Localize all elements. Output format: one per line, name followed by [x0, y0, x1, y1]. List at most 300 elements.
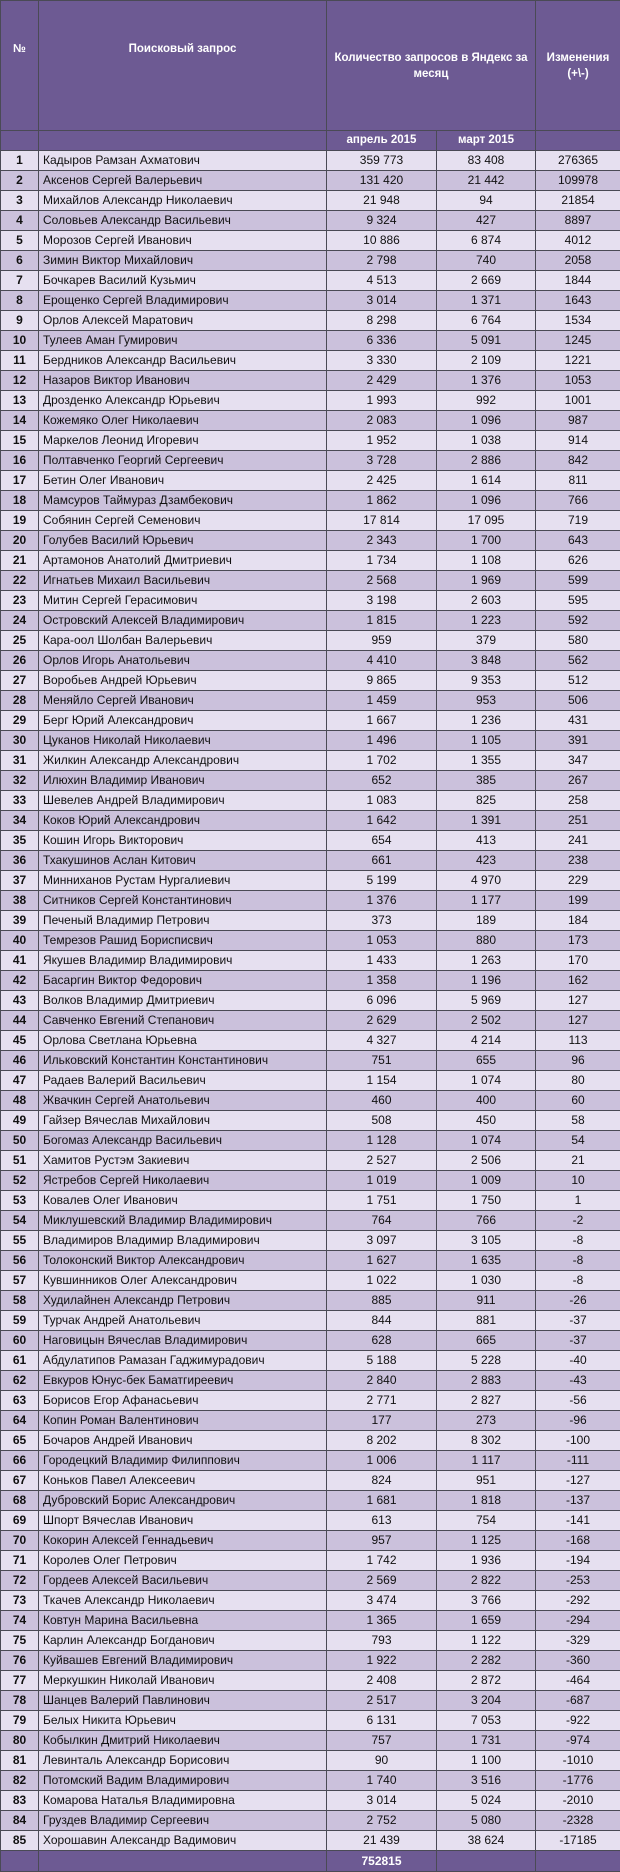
row-march: 1 936 — [437, 1551, 536, 1571]
row-change: -464 — [536, 1671, 620, 1691]
row-number: 76 — [1, 1651, 39, 1671]
table-row — [1, 1131, 620, 1151]
row-march: 953 — [437, 691, 536, 711]
row-query: Орлов Игорь Анатольевич — [39, 651, 327, 671]
row-march: 400 — [437, 1091, 536, 1111]
row-number: 35 — [1, 831, 39, 851]
row-number: 8 — [1, 291, 39, 311]
row-query: Хамитов Рустэм Закиевич — [39, 1151, 327, 1171]
row-april: 1 702 — [327, 751, 437, 771]
row-change: 1001 — [536, 391, 620, 411]
row-april: 6 131 — [327, 1711, 437, 1731]
row-query: Басаргин Виктор Федорович — [39, 971, 327, 991]
row-april: 131 420 — [327, 171, 437, 191]
row-query: Королев Олег Петрович — [39, 1551, 327, 1571]
row-march: 1 122 — [437, 1631, 536, 1651]
row-april: 6 336 — [327, 331, 437, 351]
table-row — [1, 251, 620, 271]
row-change: -37 — [536, 1311, 620, 1331]
row-query: Бочаров Андрей Иванович — [39, 1431, 327, 1451]
row-march: 4 970 — [437, 871, 536, 891]
row-march: 2 827 — [437, 1391, 536, 1411]
table-row — [1, 1091, 620, 1111]
row-april: 373 — [327, 911, 437, 931]
table-row — [1, 551, 620, 571]
row-number: 82 — [1, 1771, 39, 1791]
row-query: Воробьев Андрей Юрьевич — [39, 671, 327, 691]
table-row — [1, 1191, 620, 1211]
row-number: 49 — [1, 1111, 39, 1131]
row-april: 4 410 — [327, 651, 437, 671]
table-row — [1, 231, 620, 251]
row-change: 1534 — [536, 311, 620, 331]
row-query: Островский Алексей Владимирович — [39, 611, 327, 631]
row-change: 512 — [536, 671, 620, 691]
row-change: -253 — [536, 1571, 620, 1591]
row-query: Гайзер Вячеслав Михайлович — [39, 1111, 327, 1131]
row-number: 15 — [1, 431, 39, 451]
row-march: 766 — [437, 1211, 536, 1231]
table-subheader-row — [1, 131, 620, 151]
row-april: 3 474 — [327, 1591, 437, 1611]
row-change: 54 — [536, 1131, 620, 1151]
row-march: 1 376 — [437, 371, 536, 391]
row-april: 1 022 — [327, 1271, 437, 1291]
row-april: 1 376 — [327, 891, 437, 911]
row-number: 71 — [1, 1551, 39, 1571]
row-change: -8 — [536, 1251, 620, 1271]
table-row — [1, 1351, 620, 1371]
table-row — [1, 1391, 620, 1411]
row-query: Дрозденко Александр Юрьевич — [39, 391, 327, 411]
row-change: 914 — [536, 431, 620, 451]
row-change: 241 — [536, 831, 620, 851]
row-change: 173 — [536, 931, 620, 951]
row-query: Морозов Сергей Иванович — [39, 231, 327, 251]
row-change: 109978 — [536, 171, 620, 191]
table-row — [1, 631, 620, 651]
row-query: Борисов Егор Афанасьевич — [39, 1391, 327, 1411]
row-number: 18 — [1, 491, 39, 511]
table-row — [1, 991, 620, 1011]
row-change: 580 — [536, 631, 620, 651]
row-query: Левинталь Александр Борисович — [39, 1751, 327, 1771]
row-change: 21854 — [536, 191, 620, 211]
row-change: -26 — [536, 1291, 620, 1311]
row-query: Карлин Александр Богданович — [39, 1631, 327, 1651]
table-row — [1, 171, 620, 191]
row-number: 39 — [1, 911, 39, 931]
row-march: 1 659 — [437, 1611, 536, 1631]
table-row — [1, 711, 620, 731]
table-row — [1, 811, 620, 831]
row-change: -56 — [536, 1391, 620, 1411]
table-row — [1, 191, 620, 211]
row-change: 184 — [536, 911, 620, 931]
row-change: 1643 — [536, 291, 620, 311]
row-query: Меняйло Сергей Иванович — [39, 691, 327, 711]
row-april: 661 — [327, 851, 437, 871]
total-empty-1 — [1, 1851, 39, 1872]
row-query: Аксенов Сергей Валерьевич — [39, 171, 327, 191]
table-row — [1, 371, 620, 391]
table-row — [1, 1371, 620, 1391]
row-april: 3 014 — [327, 291, 437, 311]
subheader-empty-2 — [39, 131, 327, 151]
row-march: 1 355 — [437, 751, 536, 771]
table-row — [1, 531, 620, 551]
row-number: 9 — [1, 311, 39, 331]
row-march: 1 371 — [437, 291, 536, 311]
row-april: 1 734 — [327, 551, 437, 571]
row-query: Соловьев Александр Васильевич — [39, 211, 327, 231]
row-number: 45 — [1, 1031, 39, 1051]
row-april: 4 327 — [327, 1031, 437, 1051]
row-april: 2 429 — [327, 371, 437, 391]
row-april: 3 014 — [327, 1791, 437, 1811]
row-number: 55 — [1, 1231, 39, 1251]
total-row — [1, 1851, 620, 1872]
row-april: 1 751 — [327, 1191, 437, 1211]
table-row — [1, 731, 620, 751]
row-change: 987 — [536, 411, 620, 431]
table-row — [1, 491, 620, 511]
row-april: 2 425 — [327, 471, 437, 491]
row-query: Печеный Владимир Петрович — [39, 911, 327, 931]
row-march: 1 108 — [437, 551, 536, 571]
row-april: 359 773 — [327, 151, 437, 171]
table-row — [1, 1051, 620, 1071]
row-query: Потомский Вадим Владимирович — [39, 1771, 327, 1791]
row-query: Владимиров Владимир Владимирович — [39, 1231, 327, 1251]
row-change: 592 — [536, 611, 620, 631]
row-change: -360 — [536, 1651, 620, 1671]
row-april: 1 053 — [327, 931, 437, 951]
row-march: 2 282 — [437, 1651, 536, 1671]
row-march: 379 — [437, 631, 536, 651]
table-row — [1, 1691, 620, 1711]
row-april: 2 771 — [327, 1391, 437, 1411]
row-change: 127 — [536, 1011, 620, 1031]
row-number: 19 — [1, 511, 39, 531]
row-change: 80 — [536, 1071, 620, 1091]
row-april: 2 408 — [327, 1671, 437, 1691]
table-row — [1, 1031, 620, 1051]
table-row — [1, 1771, 620, 1791]
row-query: Ковтун Марина Васильевна — [39, 1611, 327, 1631]
row-query: Кувшинников Олег Александрович — [39, 1271, 327, 1291]
row-march: 3 766 — [437, 1591, 536, 1611]
row-number: 78 — [1, 1691, 39, 1711]
row-number: 1 — [1, 151, 39, 171]
row-april: 1 128 — [327, 1131, 437, 1151]
row-query: Кадыров Рамзан Ахматович — [39, 151, 327, 171]
row-march: 450 — [437, 1111, 536, 1131]
row-number: 57 — [1, 1271, 39, 1291]
row-query: Кокорин Алексей Геннадьевич — [39, 1531, 327, 1551]
row-change: -111 — [536, 1451, 620, 1471]
row-april: 3 097 — [327, 1231, 437, 1251]
table-row — [1, 1171, 620, 1191]
table-row — [1, 211, 620, 231]
row-march: 1 223 — [437, 611, 536, 631]
row-change: -40 — [536, 1351, 620, 1371]
row-april: 1 681 — [327, 1491, 437, 1511]
row-number: 80 — [1, 1731, 39, 1751]
row-query: Миклушевский Владимир Владимирович — [39, 1211, 327, 1231]
row-number: 22 — [1, 571, 39, 591]
row-april: 3 728 — [327, 451, 437, 471]
table-row — [1, 1831, 620, 1851]
row-april: 1 667 — [327, 711, 437, 731]
row-march: 1 614 — [437, 471, 536, 491]
row-query: Гордеев Алексей Васильевич — [39, 1571, 327, 1591]
table-row — [1, 831, 620, 851]
row-number: 64 — [1, 1411, 39, 1431]
row-march: 911 — [437, 1291, 536, 1311]
row-query: Бетин Олег Иванович — [39, 471, 327, 491]
row-april: 2 629 — [327, 1011, 437, 1031]
row-change: 626 — [536, 551, 620, 571]
row-april: 1 358 — [327, 971, 437, 991]
subheader-march: март 2015 — [437, 131, 536, 151]
row-march: 83 408 — [437, 151, 536, 171]
row-query: Ткачев Александр Николаевич — [39, 1591, 327, 1611]
row-number: 17 — [1, 471, 39, 491]
row-query: Тулеев Аман Гумирович — [39, 331, 327, 351]
total-value: 752815 — [327, 1851, 437, 1872]
row-march: 2 822 — [437, 1571, 536, 1591]
row-number: 47 — [1, 1071, 39, 1091]
row-april: 508 — [327, 1111, 437, 1131]
row-march: 3 204 — [437, 1691, 536, 1711]
row-april: 1 862 — [327, 491, 437, 511]
row-query: Ерощенко Сергей Владимирович — [39, 291, 327, 311]
table-row — [1, 931, 620, 951]
total-empty-2 — [39, 1851, 327, 1872]
row-change: 127 — [536, 991, 620, 1011]
row-number: 43 — [1, 991, 39, 1011]
table-row — [1, 751, 620, 771]
row-query: Евкуров Юнус-бек Баматгиреевич — [39, 1371, 327, 1391]
row-query: Груздев Владимир Сергеевич — [39, 1811, 327, 1831]
header-number: № — [1, 1, 39, 131]
table-row — [1, 391, 620, 411]
row-query: Берг Юрий Александрович — [39, 711, 327, 731]
row-change: -292 — [536, 1591, 620, 1611]
row-number: 4 — [1, 211, 39, 231]
row-april: 2 527 — [327, 1151, 437, 1171]
table-row — [1, 351, 620, 371]
row-number: 25 — [1, 631, 39, 651]
row-march: 665 — [437, 1331, 536, 1351]
row-query: Минниханов Рустам Нургалиевич — [39, 871, 327, 891]
row-march: 189 — [437, 911, 536, 931]
row-change: 842 — [536, 451, 620, 471]
row-query: Дубровский Борис Александрович — [39, 1491, 327, 1511]
table-row — [1, 1231, 620, 1251]
row-query: Голубев Василий Юрьевич — [39, 531, 327, 551]
row-query: Радаев Валерий Васильевич — [39, 1071, 327, 1091]
row-number: 30 — [1, 731, 39, 751]
row-april: 885 — [327, 1291, 437, 1311]
row-march: 1 125 — [437, 1531, 536, 1551]
row-query: Худилайнен Александр Петрович — [39, 1291, 327, 1311]
row-march: 825 — [437, 791, 536, 811]
table-row — [1, 1491, 620, 1511]
row-query: Савченко Евгений Степанович — [39, 1011, 327, 1031]
row-march: 1 731 — [437, 1731, 536, 1751]
row-query: Ситников Сергей Константинович — [39, 891, 327, 911]
row-number: 10 — [1, 331, 39, 351]
table-row — [1, 591, 620, 611]
table-row — [1, 1731, 620, 1751]
table-row — [1, 651, 620, 671]
row-march: 1 750 — [437, 1191, 536, 1211]
row-query: Мамсуров Таймураз Дзамбекович — [39, 491, 327, 511]
row-number: 65 — [1, 1431, 39, 1451]
row-march: 754 — [437, 1511, 536, 1531]
row-march: 1 969 — [437, 571, 536, 591]
row-change: 113 — [536, 1031, 620, 1051]
row-number: 51 — [1, 1151, 39, 1171]
row-march: 4 214 — [437, 1031, 536, 1051]
row-march: 1 030 — [437, 1271, 536, 1291]
row-query: Темрезов Рашид Борисписвич — [39, 931, 327, 951]
row-query: Кара-оол Шолбан Валерьевич — [39, 631, 327, 651]
row-number: 84 — [1, 1811, 39, 1831]
row-query: Копин Роман Валентинович — [39, 1411, 327, 1431]
row-number: 61 — [1, 1351, 39, 1371]
table-row — [1, 971, 620, 991]
row-april: 824 — [327, 1471, 437, 1491]
row-number: 58 — [1, 1291, 39, 1311]
row-query: Турчак Андрей Анатольевич — [39, 1311, 327, 1331]
row-number: 37 — [1, 871, 39, 891]
row-number: 3 — [1, 191, 39, 211]
row-query: Орлов Алексей Маратович — [39, 311, 327, 331]
row-number: 72 — [1, 1571, 39, 1591]
row-number: 20 — [1, 531, 39, 551]
row-query: Кожемяко Олег Николаевич — [39, 411, 327, 431]
row-april: 764 — [327, 1211, 437, 1231]
row-number: 28 — [1, 691, 39, 711]
row-april: 3 330 — [327, 351, 437, 371]
row-march: 1 038 — [437, 431, 536, 451]
row-march: 1 196 — [437, 971, 536, 991]
row-april: 2 517 — [327, 1691, 437, 1711]
table-row — [1, 1011, 620, 1031]
row-march: 3 516 — [437, 1771, 536, 1791]
row-number: 69 — [1, 1511, 39, 1531]
table-row — [1, 1511, 620, 1531]
table-row — [1, 1551, 620, 1571]
row-change: 258 — [536, 791, 620, 811]
row-march: 5 969 — [437, 991, 536, 1011]
table-row — [1, 1331, 620, 1351]
table-row — [1, 951, 620, 971]
row-number: 44 — [1, 1011, 39, 1031]
table-row — [1, 851, 620, 871]
row-march: 2 872 — [437, 1671, 536, 1691]
row-march: 992 — [437, 391, 536, 411]
row-number: 77 — [1, 1671, 39, 1691]
row-april: 751 — [327, 1051, 437, 1071]
row-april: 2 083 — [327, 411, 437, 431]
row-query: Зимин Виктор Михайлович — [39, 251, 327, 271]
row-april: 959 — [327, 631, 437, 651]
table-row — [1, 311, 620, 331]
table-row — [1, 1251, 620, 1271]
row-number: 21 — [1, 551, 39, 571]
row-april: 1 365 — [327, 1611, 437, 1631]
table-row — [1, 1811, 620, 1831]
row-query: Шевелев Андрей Владимирович — [39, 791, 327, 811]
row-april: 1 019 — [327, 1171, 437, 1191]
row-change: -922 — [536, 1711, 620, 1731]
row-change: -137 — [536, 1491, 620, 1511]
row-number: 41 — [1, 951, 39, 971]
row-march: 2 669 — [437, 271, 536, 291]
row-query: Коньков Павел Алексеевич — [39, 1471, 327, 1491]
table-row — [1, 771, 620, 791]
row-number: 68 — [1, 1491, 39, 1511]
row-number: 73 — [1, 1591, 39, 1611]
row-april: 2 798 — [327, 251, 437, 271]
row-query: Игнатьев Михаил Васильевич — [39, 571, 327, 591]
row-number: 70 — [1, 1531, 39, 1551]
row-query: Абдулатипов Рамазан Гаджимурадович — [39, 1351, 327, 1371]
row-april: 1 815 — [327, 611, 437, 631]
row-march: 1 818 — [437, 1491, 536, 1511]
row-april: 177 — [327, 1411, 437, 1431]
row-march: 655 — [437, 1051, 536, 1071]
row-april: 21 439 — [327, 1831, 437, 1851]
row-march: 1 100 — [437, 1751, 536, 1771]
row-number: 32 — [1, 771, 39, 791]
row-april: 1 952 — [327, 431, 437, 451]
row-number: 36 — [1, 851, 39, 871]
row-change: 391 — [536, 731, 620, 751]
row-march: 9 353 — [437, 671, 536, 691]
row-number: 13 — [1, 391, 39, 411]
row-change: 1245 — [536, 331, 620, 351]
row-march: 5 080 — [437, 1811, 536, 1831]
row-change: -2010 — [536, 1791, 620, 1811]
row-april: 1 154 — [327, 1071, 437, 1091]
row-march: 385 — [437, 771, 536, 791]
row-query: Ковалев Олег Иванович — [39, 1191, 327, 1211]
row-query: Жвачкин Сергей Анатольевич — [39, 1091, 327, 1111]
row-march: 427 — [437, 211, 536, 231]
row-march: 21 442 — [437, 171, 536, 191]
row-april: 460 — [327, 1091, 437, 1111]
row-change: -2 — [536, 1211, 620, 1231]
row-query: Куйвашев Евгений Владимирович — [39, 1651, 327, 1671]
row-march: 5 024 — [437, 1791, 536, 1811]
row-april: 844 — [327, 1311, 437, 1331]
row-number: 81 — [1, 1751, 39, 1771]
row-number: 48 — [1, 1091, 39, 1111]
row-number: 46 — [1, 1051, 39, 1071]
row-march: 2 502 — [437, 1011, 536, 1031]
table-row — [1, 1271, 620, 1291]
row-number: 16 — [1, 451, 39, 471]
row-query: Коков Юрий Александрович — [39, 811, 327, 831]
table-row — [1, 1451, 620, 1471]
row-number: 33 — [1, 791, 39, 811]
row-april: 1 993 — [327, 391, 437, 411]
